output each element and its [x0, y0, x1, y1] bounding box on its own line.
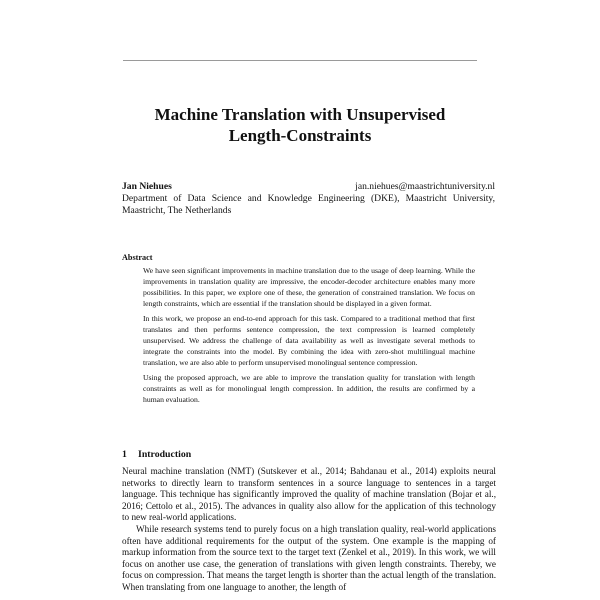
abstract-heading: Abstract [122, 253, 153, 262]
author-block [122, 181, 495, 217]
author-email: jan.niehues@maastrichtuniversity.nl [355, 181, 495, 192]
abstract-body [143, 265, 475, 409]
abstract-paragraph: In this work, we propose an end-to-end approach for this task. Compared to a traditional method that first translates and then performs sentence compression, the text compression is learned completely unsupervised. We address the challenge of data availability as well as investigate several methods to integrate the constraints into the model. By combining the idea with zero-shot multilingual machine translation, we are also able to perform unsupervised monolingual sentence compression. [143, 314, 475, 367]
paper-title-line-2: Length-Constraints [228, 126, 372, 145]
introduction-body [122, 466, 496, 594]
body-paragraph: While research systems tend to purely focus on a high translation quality, real-world applications often have additional requirements for the output of the system. One example is the mapping of markup information from the source text to the target text (Zenkel et al., 2019). In this work, we will focus on another use case, the generation of translations with given length constraints. Thereby, we focus on compression. That means the target length is shorter than the actual length of the translation. When translating from one language to another, the length of [122, 523, 496, 592]
abstract-paragraph: We have seen significant improvements in machine translation due to the usage of deep learning. While the improvements in translation quality are impressive, the encoder-decoder architecture enables many more possibilities. In this paper, we explore one of these, the generation of constrained translation. We focus on length constraints, which are essential if the translation should be displayed in a given format. [143, 266, 475, 308]
author-name: Jan Niehues [122, 181, 172, 192]
paper-title-line-1: Machine Translation with Unsupervised [154, 105, 446, 124]
section-heading-introduction [122, 449, 191, 460]
section-number: 1 [122, 449, 127, 460]
header-rule [123, 60, 477, 61]
paper-title [100, 104, 500, 146]
abstract-paragraph: Using the proposed approach, we are able to improve the translation quality for translation with length constraints as well as for monolingual length compression. In addition, the results are confirmed by a human evaluation. [143, 373, 475, 404]
author-line [122, 181, 495, 193]
author-affiliation: Department of Data Science and Knowledge Engineering (DKE), Maastricht University, Maastricht, The Netherlands [122, 193, 495, 216]
body-paragraph: Neural machine translation (NMT) (Sutskever et al., 2014; Bahdanau et al., 2014) exploits neural networks to directly learn to transform sentences in a source language to sentences in a target language. This technique has significantly improved the quality of machine translation (Bojar et al., 2016; Cettolo et al., 2015). The advances in quality also allow for the application of this technology to new real-world applications. [122, 466, 496, 523]
section-title: Introduction [138, 449, 192, 460]
